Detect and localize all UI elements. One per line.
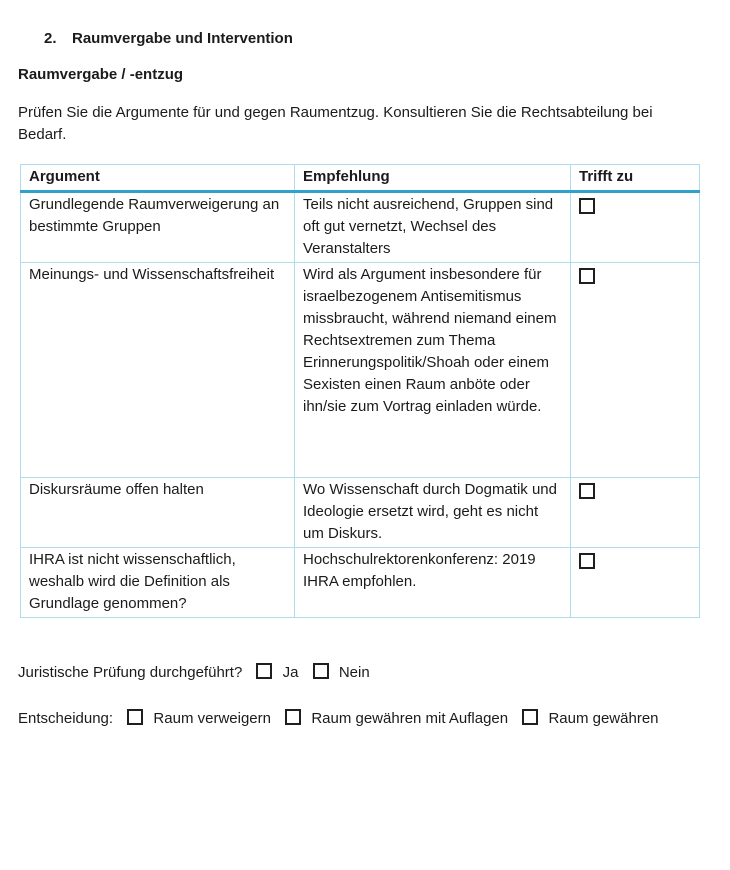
- decision-raum-gewaehren-checkbox[interactable]: [522, 709, 538, 725]
- trifft-zu-checkbox-row-3[interactable]: [579, 483, 595, 499]
- column-header-trifft-zu: Trifft zu: [571, 165, 700, 192]
- table-row: [21, 263, 700, 478]
- decision-raum-verweigern-checkbox[interactable]: [127, 709, 143, 725]
- decision-raum-gewaehren-label: Raum gewähren: [548, 710, 659, 727]
- legal-nein-label: Nein: [338, 664, 370, 681]
- table-row: [21, 478, 700, 548]
- table-row: [21, 192, 700, 263]
- empfehlung-cell: Wird als Argument insbesondere für israelbezogenem Antisemitismus missbraucht, während niemand einem Rechtsextremen zum Thema Erinnerungspolitik/Shoah oder einem Sexisten einen Raum anböte oder ihn/sie zum Vortrag einladen würde.: [295, 263, 571, 478]
- table-header-row: [21, 165, 700, 192]
- legal-check-question: Juristische Prüfung durchgeführt?: [18, 664, 243, 681]
- legal-ja-label: Ja: [282, 664, 299, 681]
- spacer: [18, 618, 700, 662]
- trifft-zu-cell: [571, 192, 700, 263]
- decision-line: [18, 708, 700, 730]
- trifft-zu-cell: [571, 263, 700, 478]
- empfehlung-cell: Wo Wissenschaft durch Dogmatik und Ideologie ersetzt wird, geht es nicht um Diskurs.: [295, 478, 571, 548]
- legal-check-line: [18, 662, 700, 684]
- trifft-zu-cell: [571, 478, 700, 548]
- trifft-zu-checkbox-row-4[interactable]: [579, 553, 595, 569]
- trifft-zu-checkbox-row-1[interactable]: [579, 198, 595, 214]
- arguments-table: [20, 164, 700, 618]
- empfehlung-cell: Hochschulrektorenkonferenz: 2019 IHRA empfohlen.: [295, 548, 571, 618]
- column-header-argument: Argument: [21, 165, 295, 192]
- decision-raum-gewaehren-mit-auflagen-label: Raum gewähren mit Auflagen: [311, 710, 509, 727]
- argument-cell: Grundlegende Raumverweigerung an bestimmte Gruppen: [21, 192, 295, 263]
- legal-ja-checkbox[interactable]: [256, 663, 272, 679]
- decision-raum-verweigern-label: Raum verweigern: [153, 710, 271, 727]
- legal-nein-checkbox[interactable]: [313, 663, 329, 679]
- decision-label: Entscheidung:: [18, 710, 114, 727]
- section-title: Raumvergabe und Intervention: [72, 30, 293, 47]
- intro-paragraph: Prüfen Sie die Argumente für und gegen Raumentzug. Konsultieren Sie die Rechtsabteilung bei Bedarf.: [18, 104, 653, 143]
- subsection-title: Raumvergabe / -entzug: [18, 66, 184, 83]
- table-row: [21, 548, 700, 618]
- trifft-zu-cell: [571, 548, 700, 618]
- section-number: 2.: [44, 30, 57, 47]
- column-header-empfehlung: Empfehlung: [295, 165, 571, 192]
- argument-cell: Meinungs- und Wissenschaftsfreiheit: [21, 263, 295, 478]
- argument-cell: Diskursräume offen halten: [21, 478, 295, 548]
- section-heading: [44, 28, 700, 50]
- decision-raum-gewaehren-mit-auflagen-checkbox[interactable]: [285, 709, 301, 725]
- empfehlung-cell: Teils nicht ausreichend, Gruppen sind oft gut vernetzt, Wechsel des Veranstalters: [295, 192, 571, 263]
- argument-cell: IHRA ist nicht wissenschaftlich, weshalb wird die Definition als Grundlage genommen?: [21, 548, 295, 618]
- trifft-zu-checkbox-row-2[interactable]: [579, 268, 595, 284]
